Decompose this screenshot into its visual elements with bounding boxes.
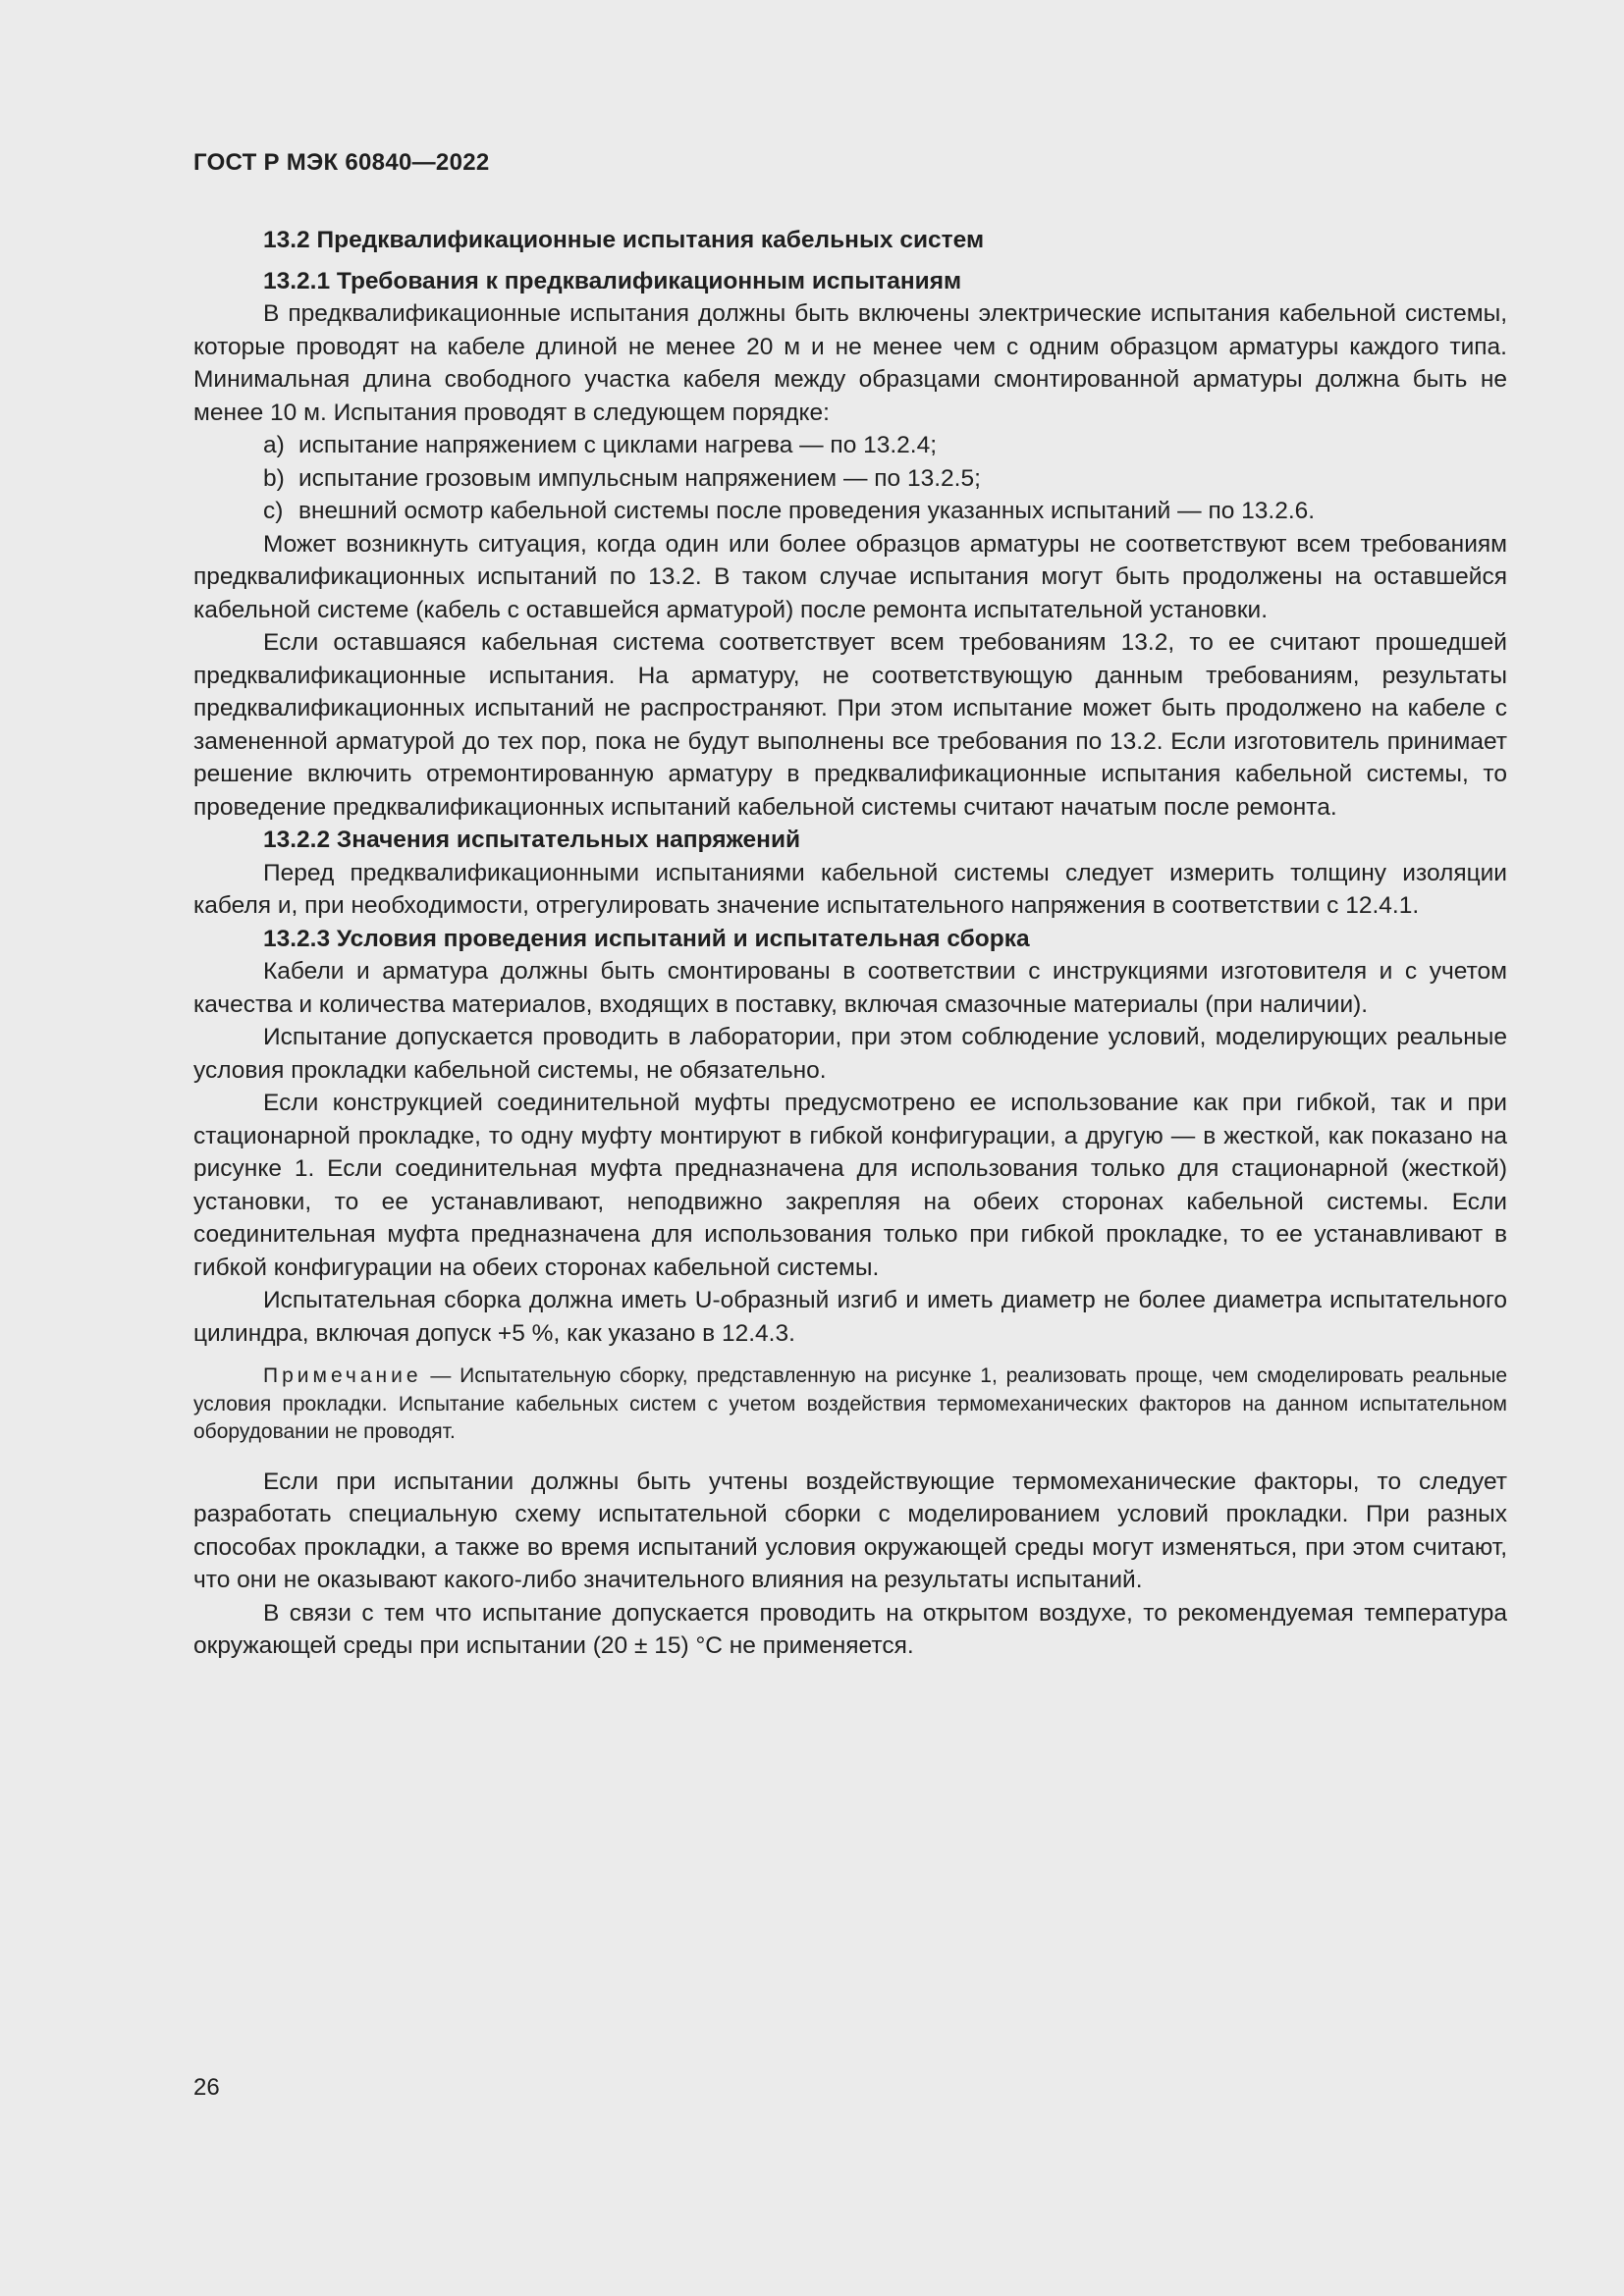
list-item-text: испытание напряжением с циклами нагрева — по 13.2.4;	[298, 432, 938, 458]
subsection-title-13-2-1: 13.2.1 Требования к предквалификационным испытаниям	[263, 267, 962, 294]
paragraph: В предквалификационные испытания должны быть включены электрические испытания кабельной системы, которые проводят на кабеле длиной не менее 20 м и не менее чем с одним образцом арматуры каждого типа. Минимальная длина свободного участка кабеля между образцами смонтированной арматуры должна быть не менее 10 м. Испытания проводят в следующем порядке:	[193, 300, 1507, 426]
list-item	[193, 495, 1507, 528]
note	[193, 1362, 1507, 1447]
document-header: ГОСТ Р МЭК 60840—2022	[193, 149, 490, 176]
list-item	[193, 429, 1507, 462]
paragraph: Может возникнуть ситуация, когда один или более образцов арматуры не соответствуют всем требованиям предквалификационных испытаний по 13.2. В таком случае испытания могут быть продолжены на оставшейся кабельной системе (кабель с оставшейся арматурой) после ремонта испытательной установки.	[193, 530, 1507, 623]
page-number: 26	[193, 2074, 220, 2101]
paragraph: Если конструкцией соединительной муфты предусмотрено ее использование как при гибкой, так и при стационарной прокладке, то одну муфту монтируют в гибкой конфигурации, а другую — в жесткой, как показано на рисунке 1. Если соединительная муфта предназначена для использования только для стационарной (жесткой) установки, то ее устанавливают, неподвижно закрепляя на обеих сторонах кабельной системы. Если соединительная муфта предназначена для использования только при гибкой прокладке, то ее устанавливают в гибкой конфигурации на обеих сторонах кабельной системы.	[193, 1090, 1507, 1281]
paragraph: Если оставшаяся кабельная система соответствует всем требованиям 13.2, то ее считают прошедшей предквалификационные испытания. На арматуру, не соответствующую данным требованиям, результаты предквалификационных испытаний не распространяют. При этом испытание может быть продолжено на кабеле с замененной арматурой до тех пор, пока не будут выполнены все требования по 13.2. Если изготовитель принимает решение включить отремонтированную арматуру в предквалификационные испытания кабельной системы, то проведение предквалификационных испытаний кабельной системы считают начатым после ремонта.	[193, 629, 1507, 821]
paragraph: В связи с тем что испытание допускается проводить на открытом воздухе, то рекомендуемая температура окружающей среды при испытании (20 ± 15) °C не применяется.	[193, 1599, 1507, 1659]
note-text: — Испытательную сборку, представленную на рисунке 1, реализовать проще, чем смоделировать реальные условия прокладки. Испытание кабельных систем с учетом воздействия термомеханических факторов на данном испытательном оборудовании не проводят.	[193, 1364, 1507, 1443]
subsection-title-13-2-3: 13.2.3 Условия проведения испытаний и испытательная сборка	[263, 925, 1030, 952]
document-body	[193, 224, 1507, 1663]
paragraph: Перед предквалификационными испытаниями кабельной системы следует измерить толщину изоляции кабеля и, при необходимости, отрегулировать значение испытательного напряжения в соответствии с 12.4.1.	[193, 859, 1507, 919]
paragraph: Кабели и арматура должны быть смонтированы в соответствии с инструкциями изготовителя и с учетом качества и количества материалов, входящих в поставку, включая смазочные материалы (при наличии).	[193, 958, 1507, 1018]
subsection-title-13-2-2: 13.2.2 Значения испытательных напряжений	[263, 827, 801, 853]
list-marker: a)	[263, 432, 285, 458]
list-item-text: внешний осмотр кабельной системы после проведения указанных испытаний — по 13.2.6.	[298, 498, 1316, 524]
paragraph: Испытание допускается проводить в лаборатории, при этом соблюдение условий, моделирующих реальные условия прокладки кабельной системы, не обязательно.	[193, 1024, 1507, 1084]
list-item-text: испытание грозовым импульсным напряжением — по 13.2.5;	[298, 464, 981, 492]
note-label: Примечание	[263, 1364, 422, 1387]
list-item	[193, 462, 1507, 496]
list-marker: c)	[263, 498, 284, 524]
section-title: 13.2 Предквалификационные испытания кабельных систем	[263, 227, 985, 253]
paragraph: Испытательная сборка должна иметь U-образный изгиб и иметь диаметр не более диаметра испытательного цилиндра, включая допуск +5 %, как указано в 12.4.3.	[193, 1287, 1507, 1347]
paragraph: Если при испытании должны быть учтены воздействующие термомеханические факторы, то следует разработать специальную схему испытательной сборки с моделированием условий прокладки. При разных способах прокладки, а также во время испытаний условия окружающей среды могут изменяться, при этом считают, что они не оказывают какого-либо значительного влияния на результаты испытаний.	[193, 1468, 1507, 1593]
list-marker: b)	[263, 464, 285, 492]
